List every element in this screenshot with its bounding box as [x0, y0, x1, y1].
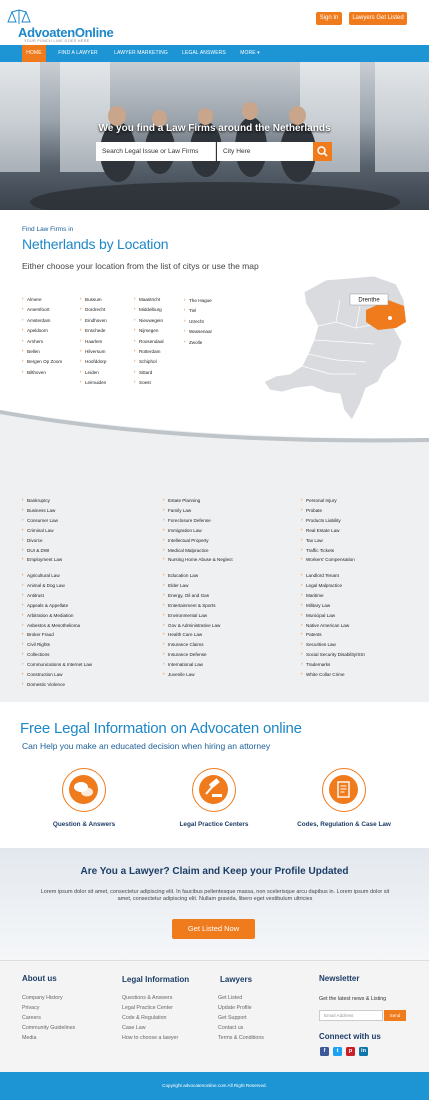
practice-area-link[interactable]: › Collections — [22, 652, 49, 657]
copyright: Copyright advocatenonline.com All Right Reserved. — [0, 1072, 429, 1100]
newsletter-email-input[interactable]: Email Address — [319, 1010, 383, 1021]
practice-area-link[interactable]: › Municipal Law — [301, 613, 335, 618]
get-listed-now-button[interactable]: Get Listed Now — [172, 919, 255, 939]
city-link[interactable]: › Leimuiden — [80, 380, 106, 385]
city-link[interactable]: › Nijmegen — [134, 328, 158, 333]
city-link[interactable]: › Eindhoven — [80, 318, 107, 323]
speech-bubbles-icon — [69, 775, 98, 804]
practice-area-link[interactable]: › Entertainment & Sports — [163, 603, 216, 608]
newsletter-send-button[interactable]: Send — [384, 1010, 406, 1021]
nav-home[interactable]: HOME — [22, 45, 46, 62]
site-logo[interactable] — [6, 6, 116, 43]
practice-area-link[interactable]: › Asbestos & Mesothelioma — [22, 623, 80, 628]
section-divider-wave — [0, 400, 429, 460]
city-link[interactable]: › Sittard — [134, 370, 152, 375]
city-link[interactable]: › Nieuwegein — [134, 318, 163, 323]
practice-area-link[interactable]: › Foreclosure Defense — [163, 518, 211, 523]
free-info-description: Can Help you make an educated decision when hiring an attorney — [22, 741, 271, 751]
city-link[interactable]: › Dordrecht — [80, 307, 105, 312]
practice-area-link[interactable]: › Agricultural Law — [22, 573, 60, 578]
practice-area-link[interactable]: › Civil Rights — [22, 642, 50, 647]
practice-area-link[interactable]: › Gov & Administrative Law — [163, 623, 220, 628]
city-link[interactable]: › Hoofddorp — [80, 359, 106, 364]
practice-area-link[interactable]: › Securities Law — [301, 642, 336, 647]
nav-lawyer-marketing[interactable]: LAWYER MARKETING — [114, 50, 168, 56]
footer-link[interactable]: Questions & Answers — [122, 995, 173, 1001]
practice-area-link[interactable]: › Maritime — [301, 593, 324, 598]
practice-area-link[interactable]: › Military Law — [301, 603, 330, 608]
practice-area-link[interactable]: › Nursing Home Abuse & Neglect — [163, 557, 233, 562]
linkedin-icon[interactable]: in — [359, 1047, 368, 1056]
practice-area-link[interactable]: › Estate Planning — [163, 498, 200, 503]
practice-area-link[interactable]: › Criminal Law — [22, 528, 54, 533]
practice-centers-label[interactable]: Legal Practice Centers — [179, 821, 249, 828]
practice-area-link[interactable]: › Education Law — [163, 573, 198, 578]
practice-area-link[interactable]: › Native American Law — [301, 623, 349, 628]
footer-link[interactable]: Case Law — [122, 1025, 146, 1031]
city-link[interactable]: › The Hague — [184, 298, 212, 303]
practice-area-link[interactable]: › Patents — [301, 632, 322, 637]
footer-link[interactable]: Community Guidelines — [22, 1025, 76, 1031]
legal-issue-search-input[interactable]: Search Legal Issue or Law Firms — [96, 142, 216, 161]
city-link[interactable]: › Hilversum — [80, 349, 105, 354]
city-link[interactable]: › Rotterdam — [134, 349, 160, 354]
practice-area-link[interactable]: › Animal & Dog Law — [22, 583, 65, 588]
nav-legal-answers[interactable]: LEGAL ANSWERS — [182, 50, 226, 56]
practice-area-link[interactable]: › Employment Law — [22, 557, 62, 562]
footer-legal-title: Legal Information — [122, 975, 190, 984]
practice-area-link[interactable]: › Business Law — [22, 508, 55, 513]
practice-centers-service[interactable] — [192, 768, 236, 812]
practice-area-link[interactable]: › Health Care Law — [163, 632, 202, 637]
codes-label[interactable]: Codes, Regulation & Case Law — [297, 821, 391, 828]
claim-profile-section — [0, 848, 429, 960]
city-link[interactable]: › Tiel — [184, 308, 196, 313]
footer-link[interactable]: Get Listed — [218, 995, 243, 1001]
search-button[interactable] — [313, 142, 332, 161]
practice-area-link[interactable]: › Domestic Violence — [22, 682, 65, 687]
practice-area-link[interactable]: › Legal Malpractice — [301, 583, 342, 588]
footer-link[interactable]: Media — [22, 1035, 37, 1041]
footer-link[interactable]: Contact us — [218, 1025, 244, 1031]
practice-area-link[interactable]: › Broker Fraud — [22, 632, 54, 637]
facebook-icon[interactable]: f — [320, 1047, 329, 1056]
practice-area-link[interactable]: › Energy, Oil and Gas — [163, 593, 209, 598]
hero-title: We you find a Law Firms around the Netherlands — [98, 123, 331, 134]
practice-area-link[interactable]: › Consumer Law — [22, 518, 58, 523]
footer-link[interactable]: Company History — [22, 995, 63, 1001]
city-link[interactable]: › Haarlem — [80, 339, 102, 344]
qa-label[interactable]: Question & Answers — [52, 821, 116, 828]
practice-area-link[interactable]: › Appeals & Appellate — [22, 603, 68, 608]
city-link[interactable]: › Schiphol — [134, 359, 157, 364]
city-link[interactable]: › Bussum — [80, 297, 102, 302]
practice-area-link[interactable]: › Products Liability — [301, 518, 341, 523]
city-link[interactable]: › Bergen Op Zoom — [22, 359, 62, 364]
city-link[interactable]: › Leiden — [80, 370, 99, 375]
logo-name: AdvoatenOnline — [18, 25, 114, 40]
sign-in-button[interactable]: Sign In — [316, 12, 342, 25]
footer-link[interactable]: Privacy — [22, 1005, 40, 1011]
footer-newsletter-title: Newsletter — [319, 974, 360, 983]
practice-area-link[interactable]: › Communications & Internet Law — [22, 662, 92, 667]
footer-link[interactable]: Careers — [22, 1015, 41, 1021]
footer-about-title: About us — [22, 974, 57, 983]
footer-link[interactable]: Get Support — [218, 1015, 247, 1021]
practice-area-link[interactable]: › Intellectual Property — [163, 538, 209, 543]
practice-area-link[interactable]: › Bankruptcy — [22, 498, 50, 503]
codes-service[interactable] — [322, 768, 366, 812]
footer-link[interactable]: Legal Practice Center — [122, 1005, 173, 1011]
city-search-input[interactable]: City Here — [217, 142, 313, 161]
footer-link[interactable]: Terms & Conditions — [218, 1035, 264, 1041]
practice-area-link[interactable]: › Medical Malpractice — [163, 548, 209, 553]
qa-service[interactable] — [62, 768, 106, 812]
practice-area-link[interactable]: › Landlord Tenant — [301, 573, 339, 578]
practice-area-link[interactable]: › Family Law — [163, 508, 191, 513]
city-link[interactable]: › Apeldoorn — [22, 328, 48, 333]
claim-title: Are You a Lawyer? Claim and Keep your Profile Updated — [80, 866, 349, 877]
practice-area-link[interactable]: › Probate — [301, 508, 322, 513]
city-link[interactable]: › Arnhem — [22, 339, 43, 344]
practice-area-link[interactable]: › Antitrust — [22, 593, 44, 598]
location-title: Netherlands by Location — [22, 236, 169, 252]
practice-area-link[interactable]: › Tax Law — [301, 538, 323, 543]
city-link[interactable]: › Roosendaal — [134, 339, 164, 344]
practice-area-link[interactable]: › Workers' Compensation — [301, 557, 355, 562]
practice-area-link[interactable]: › Insurance Defense — [163, 652, 207, 657]
city-link[interactable]: › Almere — [22, 297, 42, 302]
city-link[interactable]: › Amsterdam — [22, 318, 51, 323]
city-link[interactable]: › Amersfoort — [22, 307, 49, 312]
scales-of-justice-icon — [6, 8, 32, 26]
search-icon — [313, 142, 332, 161]
city-link[interactable]: › Wassenaar — [184, 329, 212, 334]
pinterest-icon[interactable]: p — [346, 1047, 355, 1056]
city-link[interactable]: › Zwolle — [184, 340, 202, 345]
city-link[interactable]: › Middelburg — [134, 307, 162, 312]
twitter-icon[interactable]: t — [333, 1047, 342, 1056]
city-link[interactable]: › Bilthoven — [22, 370, 46, 375]
city-link[interactable]: › Utrecht — [184, 319, 204, 324]
location-subtitle: Find Law Firms in — [22, 226, 74, 233]
nav-more[interactable]: MORE ▾ — [240, 50, 260, 56]
practice-area-link[interactable]: › International Law — [163, 662, 203, 667]
gavel-icon — [199, 775, 228, 804]
practice-area-link[interactable]: › Arbitration & Mediation — [22, 613, 73, 618]
main-nav — [0, 45, 429, 62]
footer-link[interactable]: How to choose a lawyer — [122, 1035, 179, 1041]
city-link[interactable]: › Soest — [134, 380, 151, 385]
practice-area-link[interactable]: › Insurance Claims — [163, 642, 204, 647]
city-link[interactable]: › Bellen — [22, 349, 40, 354]
practice-area-link[interactable]: › Construction Law — [22, 672, 63, 677]
document-icon — [329, 775, 358, 804]
footer-lawyers-title: Lawyers — [220, 975, 253, 984]
nav-find-a-lawyer[interactable]: FIND A LAWYER — [58, 50, 98, 56]
practice-area-link[interactable]: › Environmental Law — [163, 613, 207, 618]
map-region-label: Drenthe — [358, 297, 380, 304]
practice-area-link[interactable]: › Divorce — [22, 538, 43, 543]
connect-title: Connect with us — [319, 1032, 381, 1041]
location-description: Either choose your location from the list of citys or use the map — [22, 261, 259, 271]
practice-area-link[interactable]: › Traffic Tickets — [301, 548, 334, 553]
practice-area-link[interactable]: › Real Estate Law — [301, 528, 339, 533]
practice-area-link[interactable]: › Social Security Disability/SSI — [301, 652, 365, 657]
footer-link[interactable]: Update Profile — [218, 1005, 252, 1011]
claim-text: Lorem ipsum dolor sit amet, consectetur adipiscing elit. In faucibus pellentesque massa, non scelerisque arcu dapibus in. Lorem ipsum dolor sit amet, consectetur adipiscing elit. Nullam gravida, libero eget vestibulum ultricies — [40, 889, 390, 902]
hero-banner — [0, 62, 429, 210]
search-bar — [96, 142, 332, 161]
city-link[interactable]: › Enschede — [80, 328, 105, 333]
practice-area-link[interactable]: › Elder Law — [163, 583, 188, 588]
practice-area-link[interactable]: › Immigration Law — [163, 528, 202, 533]
practice-area-link[interactable]: › DUI & DWI — [22, 548, 49, 553]
city-link[interactable]: › Maastricht — [134, 297, 160, 302]
lawyers-get-listed-button[interactable]: Lawyers Get Listed — [349, 12, 407, 25]
free-info-title: Free Legal Information on Advocaten online — [20, 720, 302, 737]
practice-area-link[interactable]: › White Collar Crime — [301, 672, 345, 677]
practice-area-link[interactable]: › Trademarks — [301, 662, 330, 667]
practice-area-link[interactable]: › Juvenile Law — [163, 672, 195, 677]
logo-tagline: YOUR PUNCH LINE GOES HERE — [24, 39, 90, 43]
footer-link[interactable]: Code & Regulation — [122, 1015, 167, 1021]
practice-area-link[interactable]: › Personal Injury — [301, 498, 337, 503]
newsletter-subtitle: Get the latest news & Listing — [319, 996, 387, 1002]
